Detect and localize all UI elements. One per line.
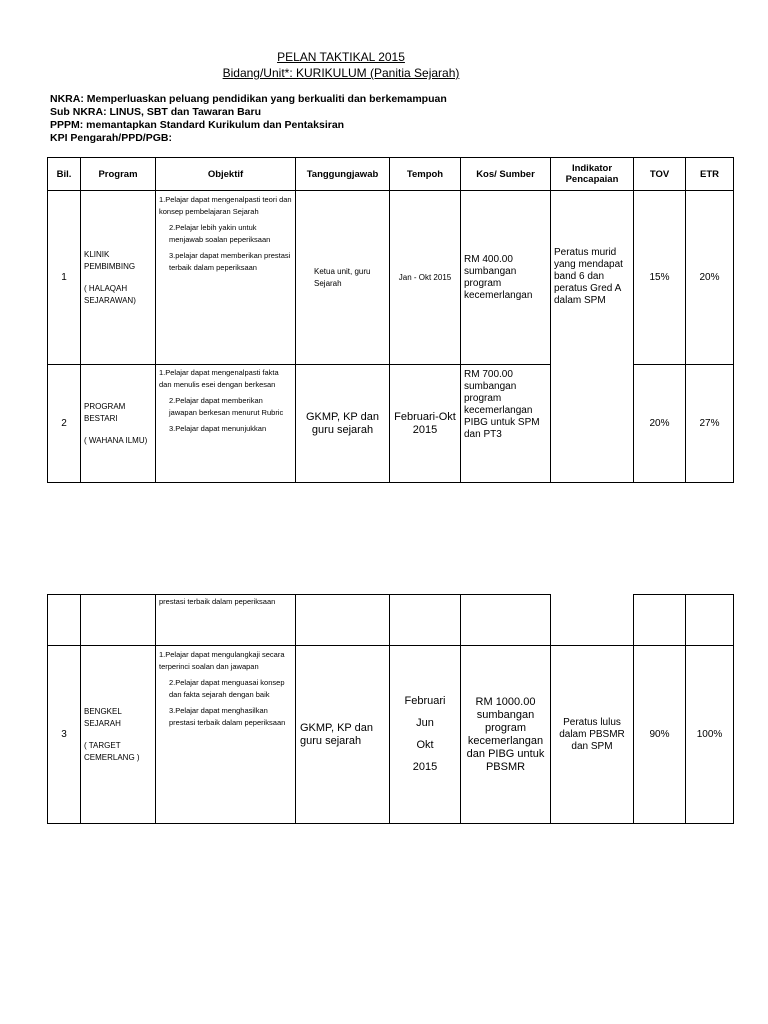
row-tempoh: Februari-Okt 2015 [390, 365, 461, 483]
tactical-plan-table [47, 157, 734, 483]
row-objektif-continued [156, 595, 296, 646]
header-tov: TOV [634, 158, 686, 191]
header-etr: ETR [686, 158, 734, 191]
row-tov: 15% [634, 191, 686, 365]
page-title: PELAN TAKTIKAL 2015 [277, 50, 405, 64]
objective-item: 1.Pelajar dapat mengenalpasti fakta dan menulis esei dengan berkesan [159, 368, 279, 389]
page-subtitle: Bidang/Unit*: KURIKULUM (Panitia Sejarah) [222, 66, 460, 80]
pppm-line: PPPM: memantapkan Standard Kurikulum dan Pentaksiran [50, 119, 345, 131]
program-subname: ( WAHANA ILMU) [84, 435, 148, 445]
row-indikator: Peratus murid yang mendapat band 6 dan peratus Gred A dalam SPM [551, 191, 634, 483]
objective-item: prestasi terbaik dalam peperiksaan [159, 597, 276, 606]
row-tanggungjawab: Ketua unit, guru Sejarah [296, 191, 390, 365]
row-etr: 20% [686, 191, 734, 365]
objective-item: 1.Pelajar dapat mengenalpasti teori dan konsep pembelajaran Sejarah [159, 195, 292, 216]
program-name: KLINIK PEMBIMBING [84, 249, 136, 271]
header-program: Program [81, 158, 156, 191]
tactical-plan-table-continued [47, 594, 734, 824]
row-tempoh [390, 646, 461, 824]
tempoh-line: Okt [416, 739, 434, 751]
program-name: PROGRAM BESTARI [84, 401, 126, 423]
objective-item: 3.pelajar dapat memberikan prestasi terbaik dalam peperiksaan [169, 251, 291, 272]
header-objektif: Objektif [156, 158, 296, 191]
row-bil: 1 [48, 191, 81, 365]
kpi-line: KPI Pengarah/PPD/PGB: [50, 132, 172, 144]
program-subname: ( TARGET CEMERLANG ) [84, 740, 140, 762]
objective-item: 3.Pelajar dapat menghasilkan prestasi terbaik dalam peperiksaan [169, 706, 286, 727]
row-program [81, 191, 156, 365]
row-bil: 2 [48, 365, 81, 483]
objective-item: 1.Pelajar dapat mengulangkaji secara terperinci soalan dan jawapan [159, 650, 285, 671]
row-program [81, 646, 156, 824]
table-row [48, 646, 734, 824]
nkra-line: NKRA: Memperluaskan peluang pendidikan yang berkualiti dan berkemampuan [50, 93, 447, 105]
row-tov: 90% [634, 646, 686, 824]
table-row-continuation [48, 595, 734, 646]
row-objektif [156, 365, 296, 483]
row-kos: RM 400.00 sumbangan program kecemerlangan [461, 191, 551, 365]
row-tempoh: Jan - Okt 2015 [390, 191, 461, 365]
table-row [48, 191, 734, 365]
program-subname: ( HALAQAH SEJARAWAN) [84, 283, 136, 305]
row-tanggungjawab: GKMP, KP dan guru sejarah [296, 646, 390, 824]
program-name: BENGKEL SEJARAH [84, 706, 122, 728]
row-kos: RM 1000.00 sumbangan program kecemerlangan dan PIBG untuk PBSMR [461, 646, 551, 824]
header-indikator: Indikator Pencapaian [551, 158, 634, 191]
row-objektif [156, 646, 296, 824]
tempoh-line: 2015 [412, 761, 438, 773]
header-kos: Kos/ Sumber [461, 158, 551, 191]
row-indikator: Peratus lulus dalam PBSMR dan SPM [551, 646, 634, 824]
objective-item: 2.Pelajar lebih yakin untuk menjawab soalan peperiksaan [169, 223, 271, 244]
row-bil: 3 [48, 646, 81, 824]
row-tanggungjawab: GKMP, KP dan guru sejarah [296, 365, 390, 483]
objective-item: 3.Pelajar dapat menunjukkan [169, 424, 267, 433]
tempoh-line: Jun [416, 717, 434, 729]
objective-item: 2.Pelajar dapat menguasai konsep dan fakta sejarah dengan baik [169, 678, 285, 699]
row-objektif [156, 191, 296, 365]
header-tanggungjawab: Tanggungjawab [296, 158, 390, 191]
sub-nkra-line: Sub NKRA: LINUS, SBT dan Tawaran Baru [50, 106, 261, 118]
tempoh-line: Februari [404, 695, 446, 707]
header-bil: Bil. [48, 158, 81, 191]
row-etr: 100% [686, 646, 734, 824]
header-tempoh: Tempoh [390, 158, 461, 191]
row-kos: RM 700.00 sumbangan program kecemerlangan PIBG untuk SPM dan PT3 [461, 365, 551, 483]
objective-item: 2.Pelajar dapat memberikan jawapan berkesan menurut Rubric [169, 396, 284, 417]
row-tov: 20% [634, 365, 686, 483]
table-header-row [48, 158, 734, 191]
row-program [81, 365, 156, 483]
row-etr: 27% [686, 365, 734, 483]
